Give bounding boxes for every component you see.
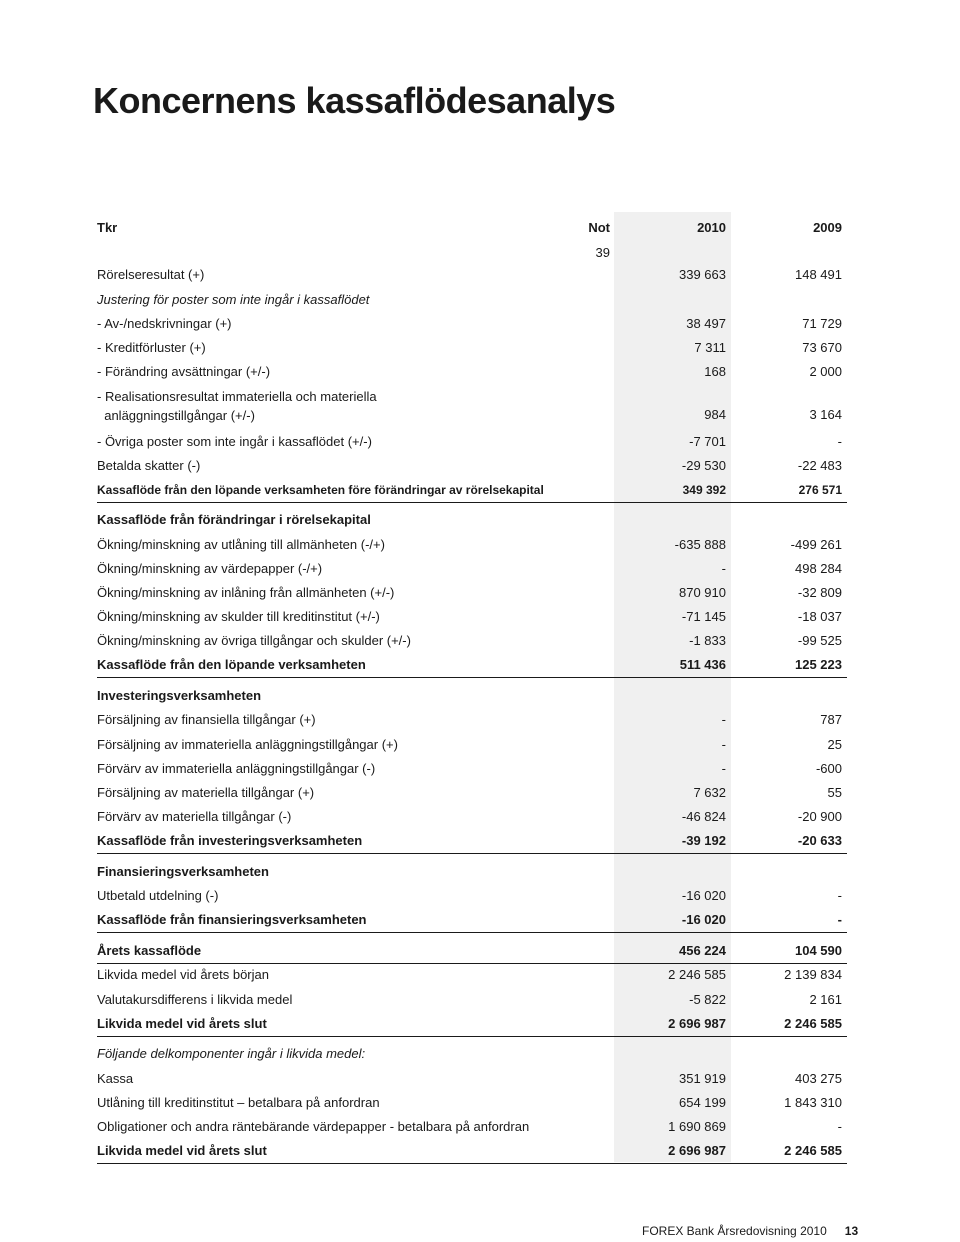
row-label: Kassa	[97, 1071, 134, 1086]
row-label: Ökning/minskning av övriga tillgångar och skulder (+/-)	[97, 633, 411, 648]
table-row	[97, 478, 847, 503]
value-2010: 339 663	[679, 267, 726, 282]
value-2010: 7 632	[693, 785, 726, 800]
row-label: Årets kassaflöde	[97, 943, 202, 958]
value-2010: -29 530	[681, 458, 726, 473]
row-label: - Förändring avsättningar (+/-)	[97, 364, 271, 379]
header-tkr: Tkr	[97, 220, 118, 235]
table-row	[97, 684, 847, 708]
value-2009: 787	[820, 712, 842, 727]
table-row	[97, 336, 847, 360]
table-row	[97, 781, 847, 805]
table-row	[97, 733, 847, 757]
value-2010: -46 824	[681, 809, 726, 824]
row-label: Ökning/minskning av inlåning från allmänheten (+/-)	[97, 585, 395, 600]
value-2010: 511 436	[679, 657, 726, 672]
value-2010: 2 696 987	[668, 1143, 726, 1158]
value-2009: -18 037	[797, 609, 842, 624]
value-2009: 498 284	[795, 561, 842, 576]
value-2010: -71 145	[681, 609, 726, 624]
row-label: Kassaflöde från investeringsverksamheten	[97, 833, 363, 848]
row-label: Likvida medel vid årets slut	[97, 1143, 267, 1158]
value-2010: -16 020	[681, 912, 726, 927]
table-row	[97, 757, 847, 781]
value-2009: -20 900	[797, 809, 842, 824]
value-2009: -600	[815, 761, 842, 776]
value-2009: 73 670	[802, 340, 842, 355]
row-label: Investeringsverksamheten	[97, 688, 262, 703]
value-2009: 2 000	[809, 364, 842, 379]
table-row	[97, 1012, 847, 1037]
value-2010: -	[721, 737, 726, 752]
value-2010: -635 888	[674, 537, 726, 552]
cash-flow-table	[97, 0, 847, 1242]
row-label: Försäljning av materiella tillgångar (+)	[97, 785, 315, 800]
value-2010: -	[721, 761, 726, 776]
value-2010: 7 311	[694, 340, 726, 355]
table-row	[97, 312, 847, 336]
table-row	[97, 385, 847, 429]
value-2010: 654 199	[679, 1095, 726, 1110]
row-label: Kassaflöde från förändringar i rörelsekapital	[97, 512, 371, 527]
row-label: Justering för poster som inte ingår i kassaflödet	[97, 292, 370, 307]
table-row	[97, 1042, 847, 1066]
row-label: Utbetald utdelning (-)	[97, 888, 219, 903]
value-2010: 168	[704, 364, 726, 379]
row-label: - Övriga poster som inte ingår i kassaflödet (+/-)	[97, 434, 372, 449]
row-label: Betalda skatter (-)	[97, 458, 201, 473]
value-2009: 55	[827, 785, 842, 800]
value-2010: 984	[704, 407, 726, 422]
value-2010: 349 392	[682, 483, 726, 497]
table-row	[97, 533, 847, 557]
value-2009: 2 246 585	[784, 1143, 842, 1158]
row-label: Ökning/minskning av skulder till kreditinstitut (+/-)	[97, 609, 380, 624]
row-label: - Kreditförluster (+)	[97, 340, 206, 355]
row-label: - Av-/nedskrivningar (+)	[97, 316, 232, 331]
table-row	[97, 653, 847, 678]
row-label: Likvida medel vid årets slut	[97, 1016, 267, 1031]
row-label: Likvida medel vid årets början	[97, 967, 269, 982]
value-2010: -7 701	[689, 434, 726, 449]
value-2010: 351 919	[679, 1071, 726, 1086]
table-row	[97, 829, 847, 854]
table-row	[97, 288, 847, 312]
value-2009: -499 261	[790, 537, 842, 552]
table-row	[97, 581, 847, 605]
row-label: Kassaflöde från den löpande verksamheten före förändringar av rörelsekapital	[97, 483, 544, 497]
value-2009: -20 633	[797, 833, 842, 848]
table-row	[97, 605, 847, 629]
value-2009: -	[837, 1119, 842, 1134]
row-note: 39	[595, 245, 610, 260]
table-row	[97, 884, 847, 908]
row-label: Förvärv av immateriella anläggningstillgångar (-)	[97, 761, 376, 776]
value-2009: 2 246 585	[784, 1016, 842, 1031]
page-number: 13	[844, 1224, 859, 1238]
header-not: Not	[588, 220, 610, 235]
value-2009: -99 525	[797, 633, 842, 648]
value-2010: -	[721, 712, 726, 727]
value-2009: 104 590	[795, 943, 842, 958]
table-row	[97, 908, 847, 933]
row-label: Kassaflöde från den löpande verksamheten	[97, 657, 366, 672]
value-2010: 1 690 869	[668, 1119, 726, 1134]
row-label: Ökning/minskning av värdepapper (-/+)	[97, 561, 323, 576]
table-row	[97, 360, 847, 384]
value-2009: 2 139 834	[784, 967, 842, 982]
value-2010: -1 833	[689, 633, 726, 648]
table-row	[97, 963, 847, 987]
value-2009: -	[837, 434, 842, 449]
value-2009: 25	[827, 737, 842, 752]
row-label: Försäljning av finansiella tillgångar (+)	[97, 712, 316, 727]
table-row	[97, 1115, 847, 1139]
header-2009: 2009	[813, 220, 842, 235]
row-label: Finansieringsverksamheten	[97, 864, 269, 879]
value-2009: 2 161	[809, 992, 842, 1007]
value-2009: -	[837, 888, 842, 903]
row-label: Rörelseresultat (+)	[97, 267, 205, 282]
row-label: Kassaflöde från finansieringsverksamheten	[97, 912, 367, 927]
value-2009: 125 223	[795, 657, 842, 672]
table-row	[97, 1091, 847, 1115]
row-label: Förvärv av materiella tillgångar (-)	[97, 809, 292, 824]
page-title: Koncernens kassaflödesanalys	[93, 80, 616, 121]
table-row	[97, 860, 847, 884]
value-2009: 403 275	[795, 1071, 842, 1086]
table-row	[97, 1067, 847, 1091]
value-2009: -	[837, 912, 842, 927]
table-row	[97, 430, 847, 454]
value-2009: 148 491	[795, 267, 842, 282]
table-header	[97, 216, 847, 240]
value-2009: -32 809	[797, 585, 842, 600]
page-footer	[642, 1224, 858, 1238]
row-label: - Realisationsresultat immateriella och materiella anläggningstillgångar (+/-)	[97, 389, 377, 423]
table-row	[97, 1139, 847, 1164]
value-2010: -16 020	[681, 888, 726, 903]
row-label: Försäljning av immateriella anläggningstillgångar (+)	[97, 737, 398, 752]
table-row	[97, 454, 847, 478]
table-row	[97, 557, 847, 581]
table-row	[97, 263, 847, 287]
table-row	[97, 805, 847, 829]
row-label: Följande delkomponenter ingår i likvida medel:	[97, 1046, 366, 1061]
row-label: Utlåning till kreditinstitut – betalbara på anfordran	[97, 1095, 380, 1110]
value-2009: 1 843 310	[784, 1095, 842, 1110]
value-2009: 276 571	[798, 483, 842, 497]
value-2010: -5 822	[689, 992, 726, 1007]
table-row	[97, 629, 847, 653]
table-row	[97, 939, 847, 964]
value-2010: -39 192	[681, 833, 726, 848]
value-2010: 2 696 987	[668, 1016, 726, 1031]
row-label: Obligationer och andra räntebärande värdepapper - betalbara på anfordran	[97, 1119, 530, 1134]
value-2010: 38 497	[686, 316, 726, 331]
value-2009: -22 483	[797, 458, 842, 473]
table-row	[97, 988, 847, 1012]
value-2010: -	[721, 561, 726, 576]
table-row	[97, 708, 847, 732]
table-row	[97, 508, 847, 532]
row-label: Ökning/minskning av utlåning till allmänheten (-/+)	[97, 537, 385, 552]
value-2010: 456 224	[679, 943, 726, 958]
row-label: Valutakursdifferens i likvida medel	[97, 992, 293, 1007]
value-2009: 71 729	[802, 316, 842, 331]
value-2009: 3 164	[809, 407, 842, 422]
header-2010: 2010	[697, 220, 726, 235]
value-2010: 2 246 585	[668, 967, 726, 982]
table-row	[97, 241, 847, 265]
value-2010: 870 910	[679, 585, 726, 600]
footer-text: FOREX Bank Årsredovisning 2010	[642, 1224, 827, 1238]
